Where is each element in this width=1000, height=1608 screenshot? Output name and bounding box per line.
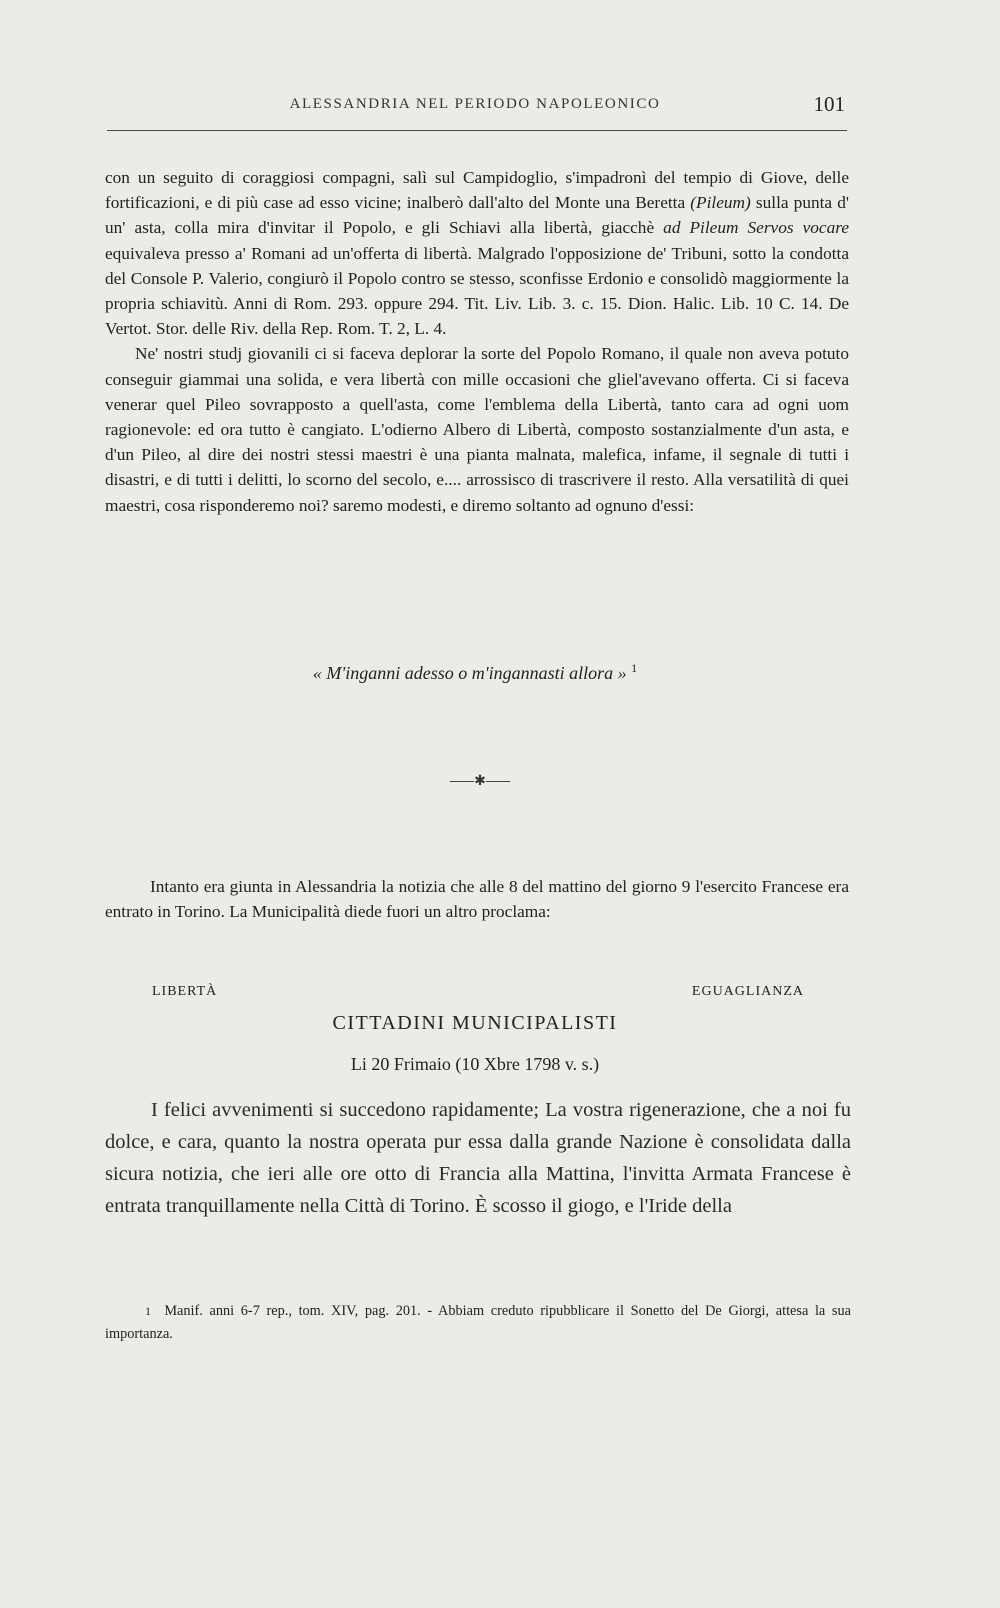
paragraph-studies: Ne' nostri studj giovanili ci si faceva deplorar la sorte del Popolo Romano, il quale non aveva potuto conseguir giammai una solida, e vera libertà con mille occasioni che gliel'avevano offerta. Ci si faceva venerar quel Pileo sovrapposto a quell'asta, come l'emblema della Libertà, tanto cara ad ogni uom ragionevole: ed ora tutto è cangiato. L'odierno Albero di Libertà, composto sostanzialmente d'un asta, e d'un Pileo, al dire dei nostri stessi maestri è una pianta malnata, malefica, infame, il segnale di tutti i disastri, e di tutti i delitti, lo scorno del secolo, e.... arrossisco di trascrivere il resto. Alla versatilità di quei maestri, cosa risponderemo noi? saremo modesti, e diremo soltanto ad ognuno d'essi:: [105, 344, 849, 515]
motto-close-quote: »: [617, 663, 627, 683]
footnote-mark: 1: [145, 1304, 151, 1318]
proclamation-motto-left: LIBERTÀ: [152, 984, 218, 999]
section2-text: [105, 874, 849, 925]
footnote-paragraph: [105, 1300, 851, 1346]
para1-text-b: sulla punta d' un' asta, colla mira d'invitar il Popolo, e gli Schiavi alla libertà, giacchè: [105, 193, 849, 238]
page-number: 101: [813, 92, 845, 116]
paragraph-turin-news: Intanto era giunta in Alessandria la notizia che alle 8 del mattino del giorno 9 l'esercito Francese era entrato in Torino. La Municipalità diede fuori un altro proclama:: [105, 877, 849, 922]
para1-text-c: equivaleva presso a' Romani ad un'offerta di libertà. Malgrado l'opposizione de' Tribuni, sotto la condotta del Console P. Valerio, congiurò il Popolo contro se stesso, sconfisse Erdonio e consolidò maggiormente la propria schiavitù. Anni di Rom. 293. oppure 294. Tit. Liv. Lib. 3. c. 15. Dion. Halic. Lib. 10 C. 14. De Vertot. Stor. delle Riv. della Rep. Rom. T. 2, L. 4.: [105, 243, 849, 339]
paragraph-herdonius: [105, 165, 849, 341]
footnote-ref: 1: [631, 661, 638, 675]
latin-phrase: ad Pileum Servos vocare: [663, 218, 849, 238]
header-rule: [107, 130, 847, 131]
pileum-term: (Pileum): [690, 193, 751, 213]
footnote: [105, 1300, 851, 1346]
running-head: ALESSANDRIA NEL PERIODO NAPOLEONICO: [289, 96, 661, 112]
main-text-block: [105, 165, 849, 518]
proclamation-paragraph: I felici avvenimenti si succedono rapidamente; La vostra rigenerazione, che a noi fu dolce, e cara, quanto la nostra operata pur essa dalla grande Nazione è consolidata dalla sicura notizia, che ieri alle ore otto di Francia alla Mattina, l'invitta Armata Francese è entrata tranquillamente nella Città di Torino. È scosso il giogo, e l'Iride della: [105, 1099, 851, 1217]
proclamation-text: [105, 1094, 851, 1222]
motto-text: M'inganni adesso o m'ingannasti allora: [326, 663, 614, 683]
motto-line: [105, 661, 845, 684]
footnote-text: Manif. anni 6-7 rep., tom. XIV, pag. 201. - Abbiam creduto ripubblicare il Sonetto del De Giorgi, attesa la sua importanza.: [105, 1303, 851, 1342]
para1-text-a: con un seguito di coraggiosi compagni, salì sul Campidoglio, s'impadronì del tempio di Giove, delle fortificazioni, e di più case ad esso vicine; inalberò dall'alto del Monte una Beretta: [105, 168, 849, 213]
motto-open-quote: «: [312, 663, 322, 683]
proclamation-date: Li 20 Frimaio (10 Xbre 1798 v. s.): [350, 1054, 600, 1074]
page-header: [105, 92, 845, 122]
proclamation-title: CITTADINI MUNICIPALISTI: [332, 1012, 618, 1034]
proclamation-motto-right: EGUAGLIANZA: [691, 984, 804, 999]
asterisk-ornament-icon: ✱: [474, 774, 486, 789]
divider-line-left: [450, 781, 474, 782]
divider-line-right: [486, 781, 510, 782]
section-divider: [440, 773, 520, 790]
